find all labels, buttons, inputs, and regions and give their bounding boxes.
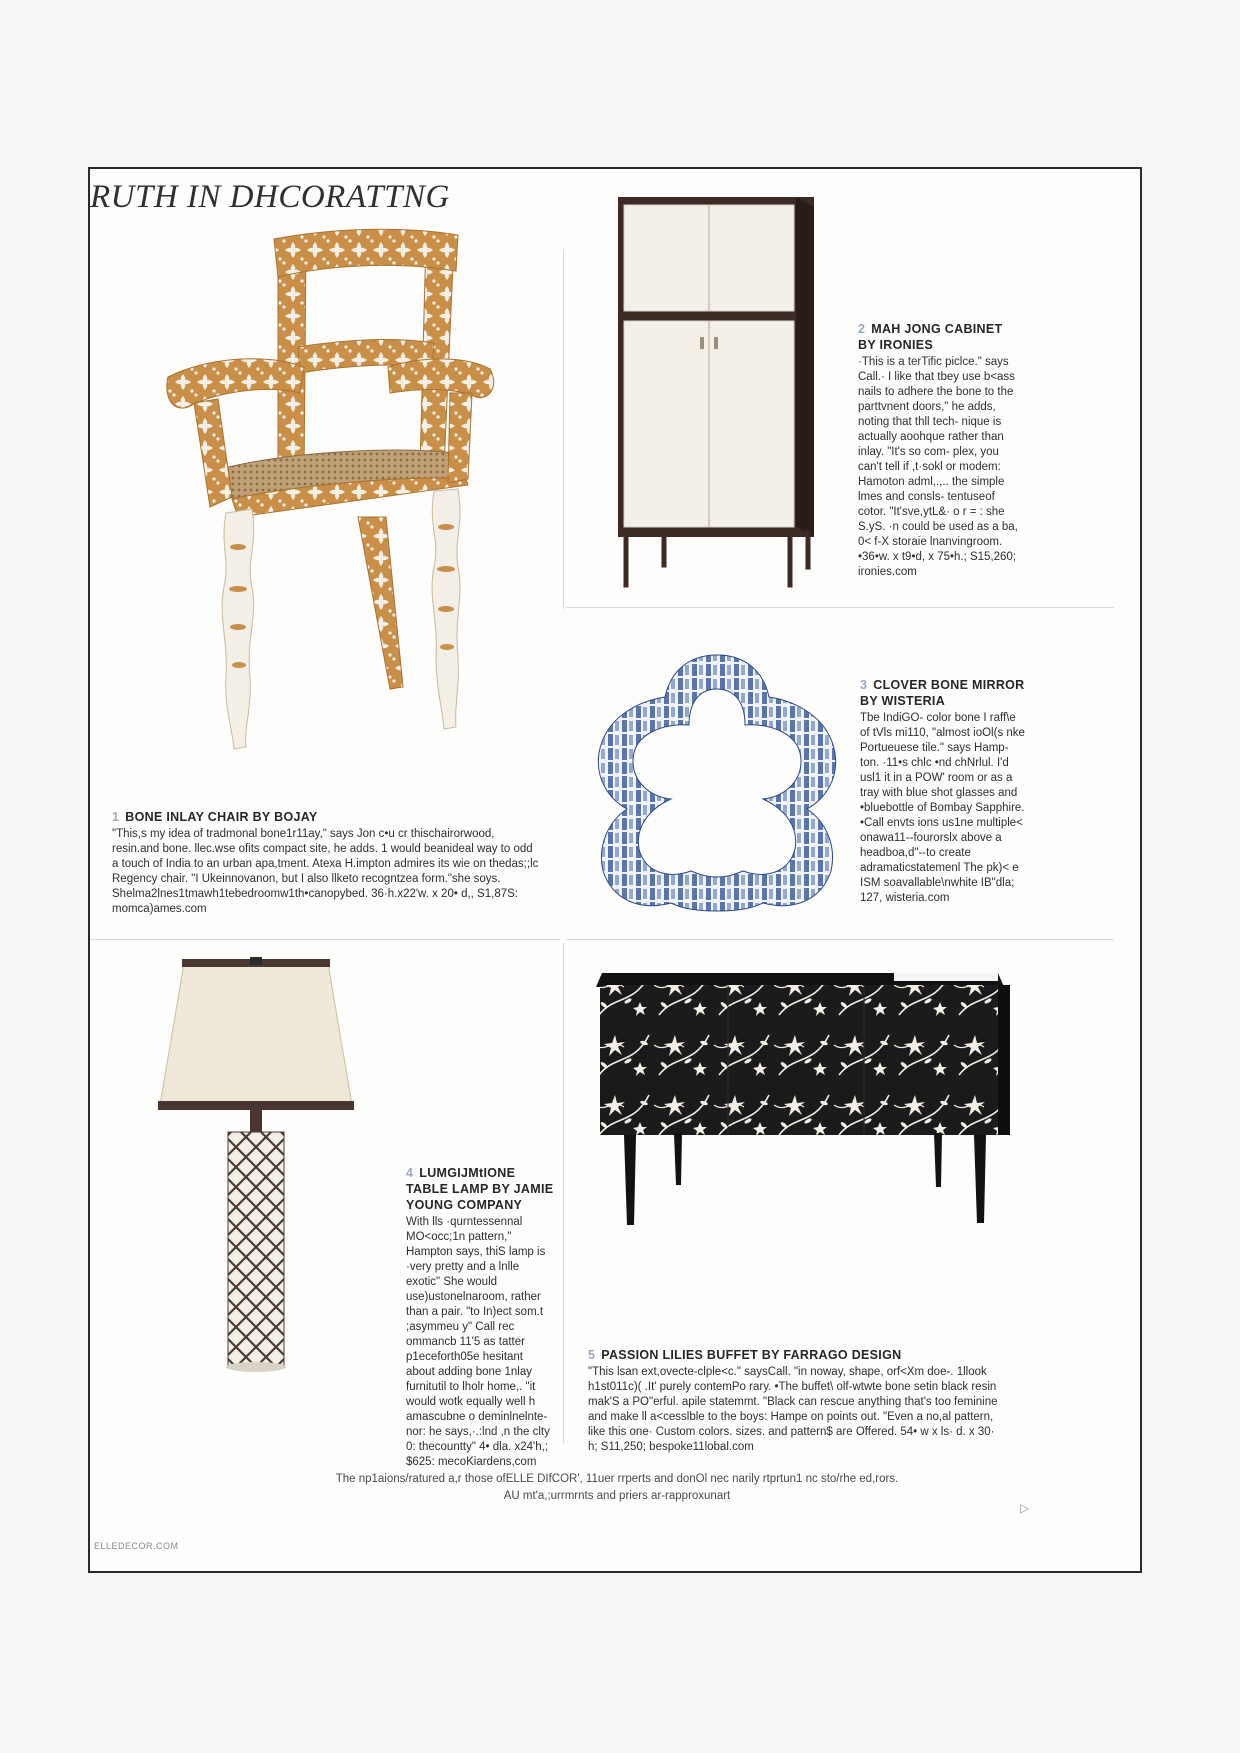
item-title: 1 BONE INLAY CHAIR BY BOJAY <box>112 810 318 824</box>
divider-horizontal-right-2 <box>566 939 1114 940</box>
clover-bone-mirror-image <box>593 649 841 911</box>
item-body: ·This is a terTific piclce." says Call.· I like that tbey use b<ass nails to adhere the bone to the parttvnent doors," he adds, noting that thll tech- nique is actually aoohque rather than inlay. "It's so com- plex, you can't tell if ,t·sokl or modem: Hamoton adml,.,.. the simple lmes and consls- tentuseof cotor. "It'sve,ytL&· o r = : she S.yS. ·n could be used as a ba, 0< f-X storaie lnanvingroom. •36•w. x t9•d, x 75•h.; S15,260; ironies.com <box>858 356 1018 578</box>
item-number: 2 <box>858 322 866 336</box>
item-body: Tbe IndiGO- color bone I raff\e of tVls mi110, "almost ioOl(s nke Portueuese tile." says Hamp- ton. ·11•s chlc •nd chNrlul. I'd usl1 it in a POW' room or as a tray with blue shot glasses and •bluebottle of Bombay Sapphire. •Call envts ions us1ne multiple< onawa11--fourorslx above a headboa,d"--to create adramaticstatemenl The pk)< e ISM soavallable\nwhite IB"dla; 127, wisteria.com <box>860 712 1025 904</box>
disclaimer-line-2: AU mt'a,;urrmrnts and priers ar-rapproxunart <box>503 1490 731 1502</box>
item-number: 3 <box>860 678 868 692</box>
mah-jong-cabinet-image <box>618 197 818 587</box>
table-lamp-image <box>156 957 356 1377</box>
item-number: 1 <box>112 810 120 824</box>
bone-inlay-chair-image <box>128 217 508 767</box>
item-mah-jong-cabinet <box>858 321 1020 580</box>
item-body: With lls ·qurntessennal MO<occ;1n pattern," Hampton says, thiS lamp is ·very pretty and a lnlle exotic" She would use)ustonelnaroom, rather than a pair. "to In)ect som.t ;asymmeu y" Call rec ommancb 11'5 as tatter p1eceforth05e hesitant about adding bone 1nlay furnitutil to lholr home,. "it would wotk equally well h amascubne o deminlnelnte- nor: he says,·.:lnd ,n the clty 0: thecountty" 4• dla. x24'h,; $625: mecoKiardens,com <box>406 1216 550 1468</box>
item-number: 5 <box>588 1348 596 1362</box>
page-header: RUTH IN DHCORATTNG <box>90 179 450 215</box>
page-mark: ▷ <box>1020 1501 1030 1515</box>
item-clover-bone-mirror <box>860 677 1028 906</box>
divider-vertical-bottom <box>563 943 564 1443</box>
disclaimer-footnote <box>90 1471 1144 1505</box>
divider-vertical-top <box>563 249 564 609</box>
item-title: 5 PASSION LILIES BUFFET BY FARRAGO DESIGN <box>588 1348 902 1362</box>
divider-horizontal-right-1 <box>566 607 1114 608</box>
item-body: "This lsan ext,ovecte-clple<c." saysCall. "in noway, shape, orf<Xm doe-. 1llook h1st011c)( .It' purely contemPo rary. •The buffet\ olf-wtwte bone setin black resin mak'S a PO"erful. apile statemmt. "Black can rescue anything that's too feminine and make ll a<cesslble to the boys: Hampe on points out. "Even a no,al pattern, like this one· Custom colors. sizes. and pattern$ are Offered. 54• w x ls· d. x 30· h; S11,250; bespoke11lobal.com <box>588 1366 998 1453</box>
disclaimer-line-1: The np1aions/ratured a,r those ofELLE DIfCOR', 11uer rrperts and donOl nec narily rtprtun1 nc sto/rhe ed,rors. <box>335 1473 899 1485</box>
item-body: "This,s my idea of tradmonal bone1r11ay," says Jon c•u cr thischairorwood, resin.and bone. llec.wse ofits compact site, he adds. 1 would beanideal way to odd a touch of India to an urban apa,tment. Atexa H.impton admires its wie on thedas;;lc Regency chair. "I Ukeinnovanon, but I also llketo recogntzea form."she soys. Shelma2lnes1tmawh1tebedroomw1th•canopybed. 36·h.x22'w. x 20• d,, S1,87S: momca)ames.com <box>112 828 539 915</box>
magazine-page <box>88 167 1142 1573</box>
passion-lilies-buffet-image <box>594 965 1014 1235</box>
folio-website: ELLEDECOR.COM <box>94 1541 179 1551</box>
item-table-lamp <box>406 1165 554 1470</box>
item-passion-lilies-buffet <box>588 1347 1006 1455</box>
item-title: 4 LUMGIJMtIONE TABLE LAMP BY JAMIE YOUNG COMPANY <box>406 1166 554 1212</box>
item-number: 4 <box>406 1166 414 1180</box>
item-title: 2 MAH JONG CABINET BY IRONIES <box>858 322 1003 352</box>
item-title: 3 CLOVER BONE MIRROR BY WISTERIA <box>860 678 1025 708</box>
divider-horizontal-left <box>90 939 560 940</box>
item-bone-inlay-chair <box>112 809 542 917</box>
